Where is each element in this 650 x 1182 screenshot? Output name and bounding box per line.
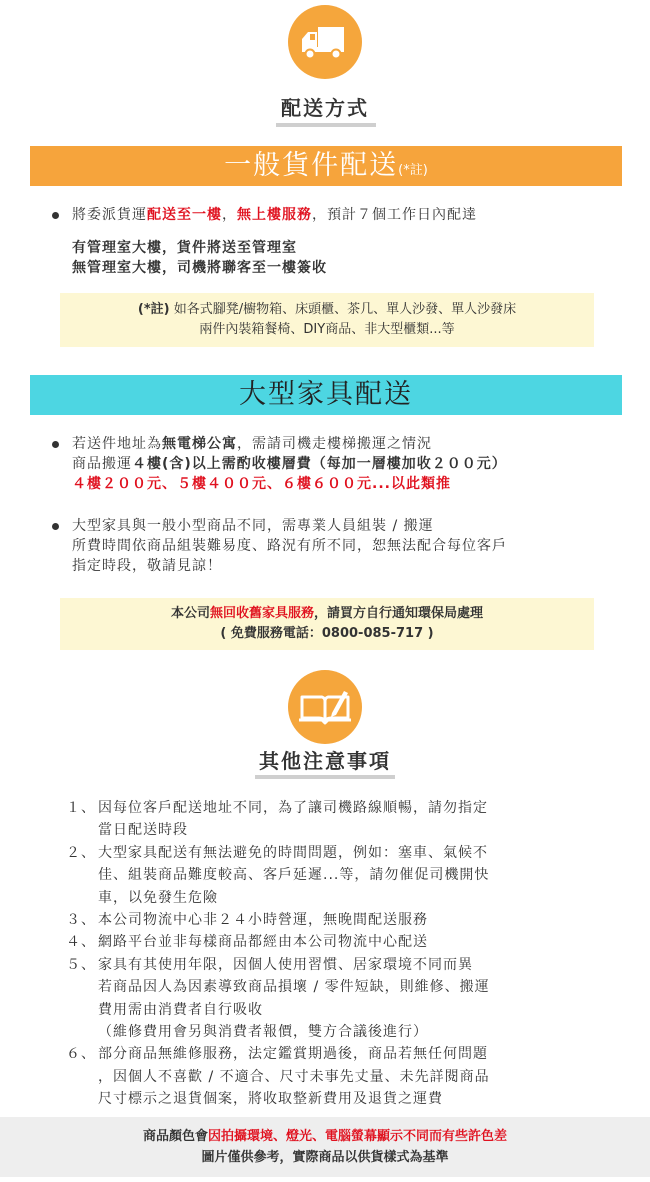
notice-line-1 (60, 604, 594, 624)
text: ，預計７個工作日內配達 (312, 207, 477, 223)
bullet-dot (52, 523, 59, 530)
general-sub-1: 有管理室大樓，貨件將送至管理室 (72, 240, 297, 256)
note-item (66, 909, 586, 931)
title-divider (276, 123, 376, 127)
furniture-bullet-1-line-1 (72, 434, 432, 454)
note-line-2: 兩件內裝箱餐椅、DIY商品、非大型櫃類...等 (199, 322, 455, 337)
note-item-line: 大型家具配送有無法避免的時間問題，例如：塞車、氣候不 (98, 844, 488, 861)
page-title: 配送方式 (281, 96, 369, 120)
highlight-text: 無上樓服務 (237, 207, 312, 223)
note-label: (*註) (137, 302, 170, 317)
book-pen-icon (288, 670, 362, 744)
furniture-bullet-2-line-3: 指定時段，敬請見諒！ (72, 558, 222, 574)
note-item-line: 因每位客戶配送地址不同，為了讓司機路線順暢，請勿指定 (98, 800, 488, 816)
note-item-line: 尺寸標示之退貨個案，將收取整新費用及退貨之運費 (98, 1091, 443, 1108)
note-item-line: （維修費用會另與消費者報價，雙方合議後進行） (98, 1024, 428, 1041)
note-item-line: ，因個人不喜歡 / 不適合、尺寸未事先丈量、未先詳閱商品 (98, 1068, 490, 1085)
note-item (66, 842, 586, 909)
note-item-number: ６、 (66, 1046, 96, 1063)
note-item-line: 佳、組裝商品難度較高、客戶延遲...等，請勿催促司機開快 (98, 867, 490, 884)
color-disclaimer-footer (0, 1117, 650, 1177)
other-notes-list (66, 797, 586, 1111)
title-divider (255, 775, 395, 779)
bullet-dot (52, 441, 59, 448)
furniture-band-title: 大型家具配送 (239, 379, 413, 410)
general-delivery-band (30, 146, 622, 186)
other-notes-title: 其他注意事項 (259, 749, 391, 773)
note-item-body (98, 909, 428, 931)
note-item-number: ５、 (66, 956, 96, 973)
general-sub-2: 無管理室大樓，司機將聯客至一樓簽收 (72, 260, 327, 276)
note-item (66, 931, 586, 953)
note-item-body (98, 797, 488, 842)
note-item-line: 網路平台並非每樣商品都經由本公司物流中心配送 (98, 934, 428, 951)
note-item (66, 954, 586, 1044)
bold-text: 無電梯公寓 (162, 436, 237, 452)
general-bullet (72, 205, 477, 225)
truck-icon (288, 5, 362, 79)
note-item-body (98, 1043, 490, 1110)
note-item-number: ３、 (66, 912, 96, 929)
recycle-notice-box (60, 598, 594, 650)
furniture-bullet-1-line-2 (72, 454, 507, 474)
text: 若送件地址為 (72, 436, 162, 452)
note-item-line: 車，以免發生危險 (98, 889, 218, 906)
text: ，請買方自行通知環保局處理 (314, 606, 484, 621)
text: 本公司 (170, 606, 210, 621)
highlight-text: 因拍攝環境、燈光、電腦螢幕顯示不同而有些許色差 (208, 1129, 508, 1144)
footer-line-2: 圖片僅供參考，實際商品以供貨樣式為基準 (201, 1150, 449, 1165)
note-item-line: 家具有其使用年限，因個人使用習慣、居家環境不同而異 (98, 956, 473, 973)
note-item-body (98, 931, 428, 953)
highlight-text: 配送至一樓 (147, 207, 222, 223)
note-item-number: １、 (66, 800, 96, 816)
furniture-delivery-band (30, 375, 622, 415)
bold-text: 樓層費（每加一層樓加收２００元） (266, 456, 507, 472)
note-line-1 (60, 300, 594, 320)
furniture-bullet-2-line-1: 大型家具與一般小型商品不同，需專業人員組裝 / 搬運 (72, 518, 434, 534)
furniture-bullet-1-line-3: ４樓２００元、５樓４００元、６樓６００元...以此類推 (72, 476, 451, 492)
general-band-note: (*註) (398, 163, 428, 178)
furniture-bullet-2-line-2: 所費時間依商品組裝難易度、路況有所不同，恕無法配合每位客戶 (72, 538, 507, 554)
note-item-body (98, 842, 489, 909)
text: 商品顏色會 (142, 1129, 208, 1144)
note-item-line: 部分商品無維修服務，法定鑑賞期過後，商品若無任何問題 (98, 1046, 488, 1063)
note-text: 如各式腳凳/櫥物箱、床頭櫃、茶几、單人沙發、單人沙發床 (173, 302, 517, 317)
note-item (66, 1043, 586, 1110)
note-item (66, 797, 586, 842)
general-band-title: 一般貨件配送 (224, 150, 399, 181)
note-item-number: ４、 (66, 934, 96, 951)
note-item-line: 當日配送時段 (98, 822, 188, 839)
text: ， (222, 207, 237, 223)
note-item-line: 費用需由消費者自行吸收 (98, 1001, 263, 1018)
note-item-line: 若商品因人為因素導致商品損壞 / 零件短缺，則維修、搬運 (98, 979, 490, 996)
general-note-box (60, 293, 594, 347)
footer-line-1 (0, 1117, 650, 1147)
bullet-dot (52, 212, 59, 219)
note-item-number: ２、 (66, 844, 96, 861)
text: 商品搬運 (72, 456, 132, 472)
text: 將委派貨運 (72, 207, 147, 223)
note-item-line: 本公司物流中心非２４小時營運，無晚間配送服務 (98, 912, 428, 929)
highlight-text: 無回收舊家具服務 (209, 606, 314, 621)
bold-text: ４樓(含)以上需酌收 (132, 456, 267, 472)
text: ，需請司機走樓梯搬運之情況 (237, 436, 432, 452)
notice-phone: ( 免費服務電話：0800-085-717 ) (220, 626, 434, 641)
note-item-body (98, 954, 490, 1044)
